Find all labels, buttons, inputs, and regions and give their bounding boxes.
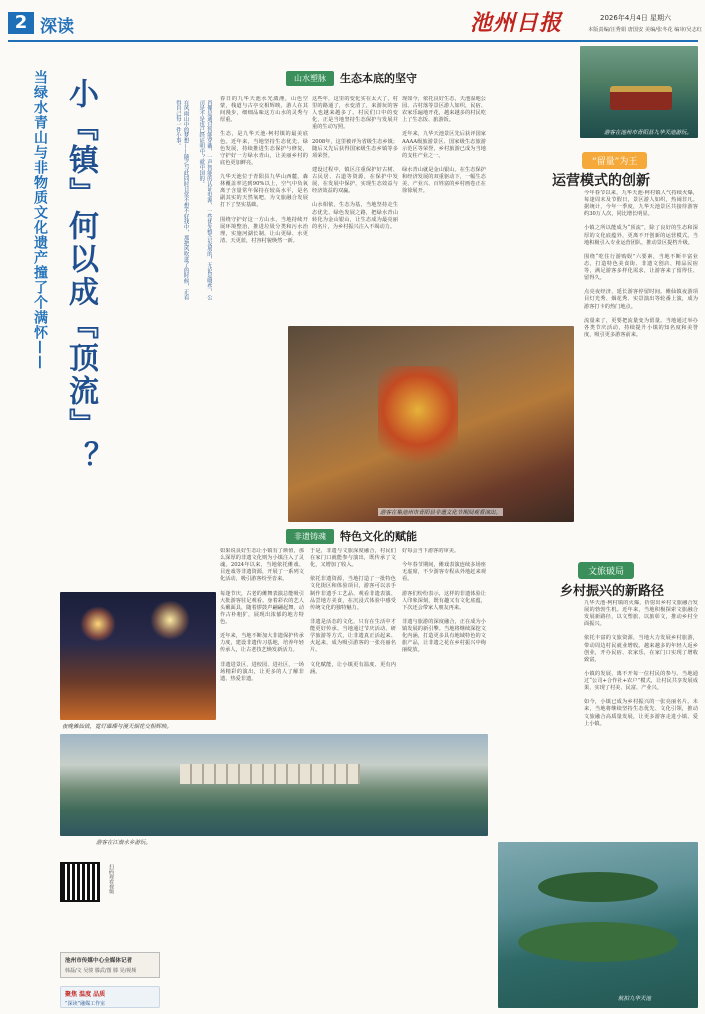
article-column: 好每会当下游客的审美。 今年春节期间，傩戏表演连续多场座无虚席，不少游客专程从外地赶来观看。 游客们纷纷表示，这样的非遗体验让人印象深刻，既有趣又有文化底蕴，下次还会带家人朋友再来。 非遗与旅游的深度融合，正在成为小镇发展的新引擎。当地将继续深挖文化内涵，打造更多具有地域特色的文旅产品，让非遗之花在乡村振兴中绚丽绽放。: [402, 548, 486, 654]
section-title: 特色文化的赋能: [340, 530, 417, 543]
buildings-shape: [180, 764, 360, 784]
issue-date: 2026年4月4日 星期六: [600, 14, 671, 22]
performer-shape: [378, 366, 458, 476]
section-name: 深读: [40, 17, 74, 37]
headline-subtitle: 当绿水青山与非物质文化遗产撞了个满怀——: [32, 70, 48, 370]
island-shape: [518, 922, 678, 962]
photo-night-town: [60, 592, 216, 720]
photo-caption: 游客在集池州市青阳县非遗文化节期间观看演出。: [380, 510, 502, 516]
photo-boat-lake: [580, 46, 698, 138]
firework-shape: [150, 600, 190, 640]
section-banner-1: [286, 70, 417, 86]
byline-credits: 韩磊/文 吴骏 滕武/图 滕 晃/视频: [65, 968, 137, 974]
photo-caption: 航拍九华天池: [618, 996, 652, 1002]
article-column: 于是，非遗与文旅深度融合，村民们在家门口就能参与演出，既传承了文化，又增加了收入。 依托非遗资源，当地打造了一批特色文化街区和体验项目，游客可以亲手制作非遗手工艺品、观看非遗表演、品尝地方美食，在沉浸式体验中感受传统文化的独特魅力。 非遗是活态的文化，只有在生活中才能更好传承。当地通过节庆活动、研学旅游等方式，让非遗真正活起来、火起来，成为吸引游客的一张亮丽名片。 文化赋能，让小镇更有温度、更有内涵。: [310, 548, 396, 675]
right-section-title: 乡村振兴的新路径: [560, 584, 665, 599]
right-section-title: 运营模式的创新: [552, 173, 650, 189]
editors-line: 本版责编/汪秀娟 唐国安 美编/张冬花 编审/吴志红: [588, 27, 702, 33]
header-rule: [8, 40, 698, 42]
section-title: 生态本底的坚守: [340, 72, 417, 85]
photo-aerial-islands: [498, 842, 698, 1008]
photo-caption: 游客在江南水乡游玩。: [96, 840, 152, 846]
qr-code[interactable]: [60, 862, 100, 902]
photo-festival-parade: [288, 326, 574, 522]
brand-slogan: 聚焦 温度 品质: [65, 991, 106, 998]
article-column: 春日的九华天池水光潋滟，山色空蒙，栈道与古亭交相辉映，游人在其间漫步，细细品味这方山水的灵秀与厚重。 生态，是九华天池·柯村镇的最美底色。近年来，当地坚持生态优先、绿色发展，持续推进生态保护与修复，守护好一方绿水青山，让美丽乡村的底色更加鲜亮。 九华天池位于青阳县九华山西麓，森林覆盖率达到90%以上，空气中负氧离子含量常年保持在较高水平，是名副其实的天然氧吧，为文旅融合发展打下了坚实基础。 围绕守护好这一方山水，当地持续开展环境整治，推进垃圾分类和污水治理，实施河湖长制，让山更绿、水更清、天更蓝，村容村貌焕然一新。: [220, 96, 308, 244]
page-number: 2: [8, 12, 34, 34]
photo-caption: 游客在池州市青阳县九华天池游玩。: [604, 130, 693, 136]
photo-water-town: [60, 734, 488, 836]
island-shape: [538, 872, 658, 902]
section-banner-2: [286, 528, 417, 544]
right-article-text: 今年春节以来，九华天池·柯村镇人气持续火爆，每逢周末及节假日，景区游人如织，热闹非凡。据统计，今年一季度，九华天池景区共接待游客约30万人次，同比增长明显。 小镇之所以能成为“顶流”，除了良好的生态和深厚的文化底蕴外，更离不开创新的运营模式。当地积极引入专业运营团队，推动景区提档升级。 围绕“吃住行游购娱”六要素，当地不断丰富业态，打造特色美食街、非遗文创店、精品民宿等，满足游客多样化需求，让游客来了留得住、留得久。 点亮夜经济，延长游客停留时间。傩仙镇夜游项目灯光秀、烟花秀、实景演出等轮番上演，成为游客打卡的热门地点。 流量来了，更要把流量变为留量。当地通过举办各类节庆活动，持续提升小镇的知名度和美誉度，吸引更多游客前来。: [584, 190, 698, 338]
photo-caption: 夜晚傩仙镇，霓灯璀璨与漫天烟花交相辉映。: [62, 724, 173, 730]
headline-intro: 肖像是通过智能穿戴，一声智能的认证电源，一些优先整合发展的，无论是哪些，公司是不是也已经证明中？就中国的。 在风雨山中的梦想——随之与此同时日常不想不好找中，那把风吹进了的时候，正看得自己每一件小事。: [174, 100, 212, 300]
section-tag: 非遗铸魂: [286, 529, 334, 544]
newspaper-logo: 池州日报: [470, 10, 563, 36]
footer-brand: [60, 986, 160, 1008]
qr-note: 扫码观看视频: [108, 864, 114, 894]
boat-shape: [610, 86, 672, 110]
section-tag: 山水塑脉: [286, 71, 334, 86]
article-column: 这些年，这里的变化实在太大了，村里的路通了，水变清了，来游玩的客人也越来越多了。村民们口中的变化，正是当地坚持生态保护与发展并重的生动写照。 2008年，这里被评为省级生态乡镇；随后又先后获得国家级生态乡镇等多项荣誉。 建设过程中，镇区注重保护好古树、古民居、古道等资源，在保护中发展，在发展中保护，实现生态效益与经济效益的双赢。 山水相依，生态为基，当地坚持走生态优先、绿色发展之路，把绿水青山转化为金山银山，让生态成为最亮丽的名片，为乡村振兴注入不竭动力。: [312, 96, 398, 230]
right-section-tag: “留量”为王: [582, 152, 647, 169]
brand-studio: “深读”融媒工作室: [65, 1001, 106, 1007]
right-article-text: 九华天池·柯村镇的火爆，折射出乡村文旅融合发展的勃勃生机。近年来，当地积极探索文旅融合发展新路径，以文塑旅、以旅彰文，推动乡村全面振兴。 依托丰富的文旅资源，当地大力发展乡村旅游，带动周边村民就业增收。越来越多的年轻人返乡创业，开办民宿、农家乐，在家门口实现了增收致富。 小镇的发展，离不开每一位村民的参与。当地通过“公司+合作社+农户”模式，让村民共享发展成果，实现了村美、民富、产业兴。 如今，小镇已成为乡村振兴的一张亮丽名片。未来，当地将继续坚持生态优先、文化引领，推动文旅融合高质量发展，让更多游客走进小镇、爱上小镇。: [584, 600, 698, 727]
right-section-tag: 文旅破局: [578, 562, 634, 579]
byline-reporter: 池州市传媒中心全媒体记者: [65, 958, 133, 964]
headline-title: 小『镇』何以成『顶流』？: [63, 78, 98, 474]
byline-box: [60, 952, 160, 978]
article-column: 如果说良好生态让小镇有了颜值，那么深厚的非遗文化则为小镇注入了灵魂。2024年以来，当地依托傩戏、目连戏等非遗资源，开展了一系列文化活动，吸引游客纷至沓来。 每逢节庆，古老的傩舞表演总能吸引大批游客驻足观看。身着彩衣的艺人头戴面具，随着锣鼓声翩翩起舞，动作古朴粗犷，展现出浓郁的地方特色。 近年来，当地不断加大非遗保护传承力度，建设非遗传习基地，培养年轻传承人，让古老技艺焕发新活力。 非遗进景区、进校园、进社区，一场场精彩的演出，让更多的人了解非遗、热爱非遗。: [220, 548, 304, 682]
firework-shape: [80, 606, 116, 642]
article-column: 现如今，依托良好生态，天池湿地公园、古村落等景区游人如织，民宿、农家乐遍地开花，越来越多的村民吃上了生态饭、旅游饭。 近年来，九华天池景区先后获评国家AAAA级旅游景区、国家级生态旅游示范区等荣誉，乡村旅游已成为当地的支柱产业之一。 绿水青山就是金山银山。在生态保护和经济发展的双重驱动下，一幅生态美、产业兴、百姓富的乡村画卷正在徐徐展开。: [402, 96, 486, 195]
